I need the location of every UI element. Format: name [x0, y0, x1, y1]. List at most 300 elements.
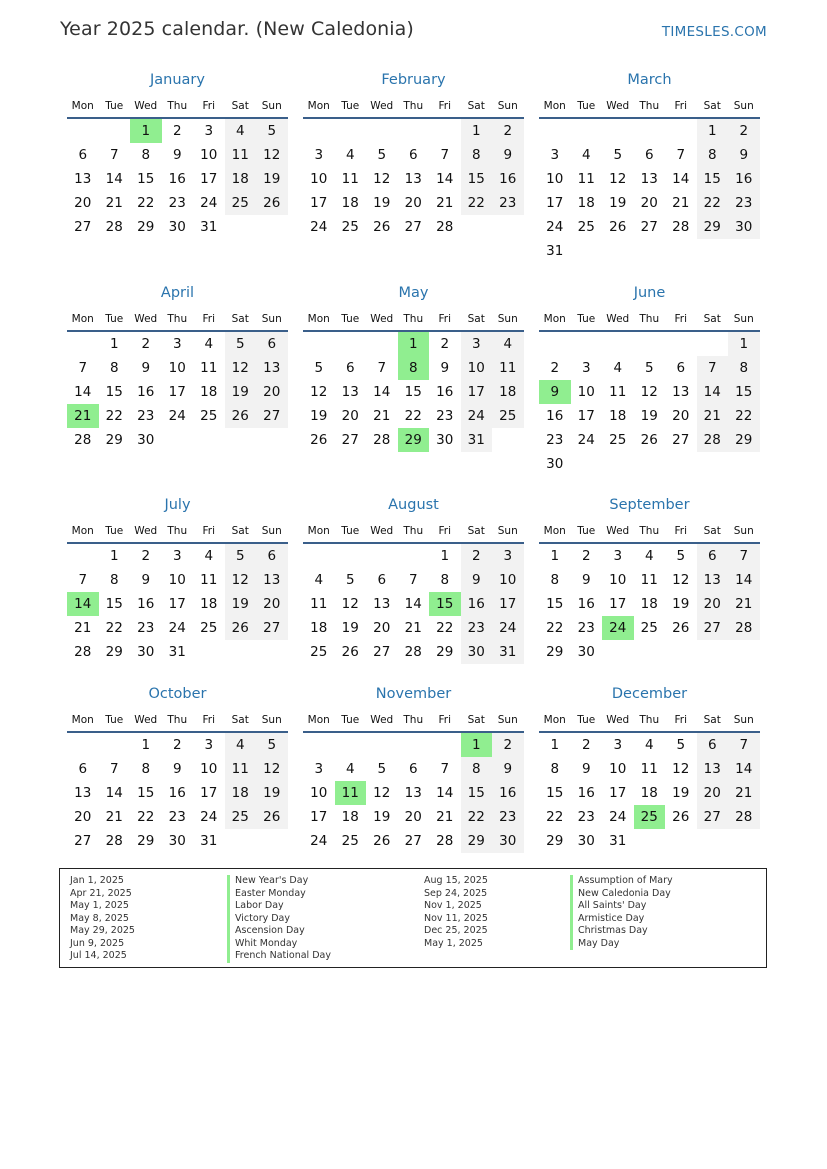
weekday-header: [67, 100, 288, 116]
day-cell: 2: [471, 548, 481, 564]
legend-date: May 1, 2025: [70, 900, 129, 911]
day-cell: 9: [581, 572, 591, 588]
day-cell: 11: [341, 171, 359, 187]
day-cell: 21: [404, 620, 422, 636]
day-cell: 27: [263, 620, 281, 636]
day-cell: 9: [172, 147, 182, 163]
day-cell: 19: [310, 408, 328, 424]
day-cell: 3: [471, 336, 481, 352]
weekday-label: Tue: [105, 313, 124, 325]
day-cell: 26: [263, 195, 281, 211]
day-cell: 24: [467, 408, 485, 424]
day-cell: 26: [672, 809, 690, 825]
weekday-label: Sat: [467, 100, 485, 112]
day-cell: 15: [546, 785, 564, 801]
weekday-label: Sun: [733, 714, 754, 726]
weekday-label: Tue: [105, 100, 124, 112]
day-cell: 22: [137, 809, 155, 825]
weekday-label: Sun: [733, 525, 754, 537]
day-cell: 16: [499, 171, 517, 187]
day-cell: 27: [74, 219, 92, 235]
day-cell: 19: [640, 408, 658, 424]
day-cell: 30: [137, 432, 155, 448]
day-cell: 31: [200, 219, 218, 235]
day-cell: 17: [609, 596, 627, 612]
day-cell: 29: [105, 644, 123, 660]
day-cell: 22: [137, 195, 155, 211]
day-cell: 2: [503, 123, 513, 139]
day-cell: 3: [314, 147, 324, 163]
day-cell: 3: [204, 737, 214, 753]
weekday-label: Mon: [307, 525, 330, 537]
weekday-header: [539, 313, 760, 329]
weekday-label: Mon: [71, 714, 94, 726]
day-cell: 3: [613, 737, 623, 753]
weekday-label: Sat: [703, 525, 721, 537]
weekday-label: Fri: [674, 714, 687, 726]
weekday-label: Sat: [231, 525, 249, 537]
day-cell: 16: [436, 384, 454, 400]
holiday-day-cell: 11: [335, 781, 367, 805]
day-cell: 17: [168, 596, 186, 612]
day-cell: 2: [172, 737, 182, 753]
day-cell: 6: [408, 761, 418, 777]
day-cell: 30: [499, 833, 517, 849]
weekday-label: Wed: [370, 714, 394, 726]
day-cell: 22: [703, 195, 721, 211]
day-cell: 27: [341, 432, 359, 448]
legend-holiday-name: All Saints' Day: [570, 900, 673, 913]
day-cell: 20: [74, 809, 92, 825]
weekday-label: Mon: [543, 525, 566, 537]
day-cell: 5: [235, 336, 245, 352]
weekday-label: Sun: [261, 714, 282, 726]
day-cell: 19: [263, 171, 281, 187]
day-cell: 16: [467, 596, 485, 612]
weekday-label: Wed: [370, 100, 394, 112]
day-cell: 19: [231, 384, 249, 400]
weekday-label: Wed: [134, 525, 158, 537]
day-cell: 6: [707, 737, 717, 753]
legend-date: Aug 15, 2025: [424, 875, 488, 886]
day-cell: 10: [168, 572, 186, 588]
weekday-label: Sun: [733, 313, 754, 325]
weekday-label: Thu: [167, 100, 188, 112]
day-cell: 4: [613, 360, 623, 376]
day-cell: 15: [105, 384, 123, 400]
month-name: November: [375, 686, 452, 702]
day-cell: 26: [231, 408, 249, 424]
day-cell: 4: [235, 123, 245, 139]
day-cell: 4: [235, 737, 245, 753]
day-cell: 26: [609, 219, 627, 235]
day-cell: 18: [200, 596, 218, 612]
day-cell: 25: [310, 644, 328, 660]
day-cell: 7: [739, 548, 749, 564]
day-cell: 3: [204, 123, 214, 139]
weekday-label: Wed: [134, 100, 158, 112]
day-cell: 2: [141, 336, 151, 352]
day-cell: 9: [503, 761, 513, 777]
day-cell: 31: [609, 833, 627, 849]
day-cell: 5: [377, 147, 387, 163]
weekday-label: Wed: [606, 313, 630, 325]
day-cell: 31: [546, 243, 564, 259]
day-cell: 10: [200, 761, 218, 777]
day-cell: 7: [408, 572, 418, 588]
day-cell: 14: [436, 171, 454, 187]
day-cell: 9: [141, 360, 151, 376]
day-cell: 26: [373, 833, 391, 849]
weekday-label: Mon: [543, 313, 566, 325]
day-cell: 8: [739, 360, 749, 376]
holiday-day-cell: 1: [130, 119, 162, 143]
day-cell: 14: [373, 384, 391, 400]
day-cell: 19: [231, 596, 249, 612]
holiday-legend: [59, 868, 767, 968]
day-cell: 16: [735, 171, 753, 187]
day-cell: 7: [377, 360, 387, 376]
weekday-header: [539, 100, 760, 116]
day-cell: 8: [109, 572, 119, 588]
day-cell: 1: [739, 336, 749, 352]
legend-date: Dec 25, 2025: [424, 925, 488, 936]
day-cell: 13: [703, 572, 721, 588]
day-cell: 20: [703, 785, 721, 801]
day-cell: 13: [672, 384, 690, 400]
day-cell: 21: [672, 195, 690, 211]
day-cell: 28: [436, 219, 454, 235]
weekday-label: Thu: [403, 313, 424, 325]
day-cell: 17: [310, 809, 328, 825]
day-cell: 24: [546, 219, 564, 235]
day-cell: 1: [471, 123, 481, 139]
legend-holiday-name: Labor Day: [227, 900, 331, 913]
legend-date: Nov 1, 2025: [424, 900, 482, 911]
day-cell: 24: [200, 809, 218, 825]
day-cell: 9: [581, 761, 591, 777]
day-cell: 16: [546, 408, 564, 424]
month-name: December: [611, 686, 688, 702]
day-cell: 26: [341, 644, 359, 660]
day-cell: 10: [200, 147, 218, 163]
day-cell: 13: [404, 785, 422, 801]
day-cell: 11: [200, 360, 218, 376]
month-name: July: [164, 497, 191, 513]
holiday-day-cell: 25: [634, 805, 666, 829]
weekday-label: Tue: [105, 714, 124, 726]
day-cell: 25: [640, 620, 658, 636]
day-cell: 15: [404, 384, 422, 400]
day-cell: 16: [168, 785, 186, 801]
day-cell: 16: [577, 596, 595, 612]
day-cell: 8: [550, 761, 560, 777]
day-cell: 5: [644, 360, 654, 376]
day-cell: 15: [467, 785, 485, 801]
month-name: August: [388, 497, 439, 513]
day-cell: 15: [703, 171, 721, 187]
day-cell: 9: [739, 147, 749, 163]
holiday-day-cell: 24: [602, 616, 634, 640]
day-cell: 5: [267, 123, 277, 139]
day-cell: 25: [231, 809, 249, 825]
day-cell: 14: [436, 785, 454, 801]
weekday-label: Wed: [606, 100, 630, 112]
day-cell: 5: [314, 360, 324, 376]
day-cell: 27: [404, 833, 422, 849]
weekday-label: Fri: [674, 100, 687, 112]
day-cell: 1: [141, 737, 151, 753]
weekday-header: [67, 525, 288, 541]
weekday-label: Sun: [497, 525, 518, 537]
day-cell: 3: [550, 147, 560, 163]
day-cell: 25: [341, 219, 359, 235]
weekday-label: Sun: [261, 100, 282, 112]
month-name: March: [627, 72, 672, 88]
weekday-label: Mon: [543, 714, 566, 726]
day-cell: 26: [672, 620, 690, 636]
day-cell: 22: [546, 809, 564, 825]
day-cell: 16: [137, 596, 155, 612]
weekday-label: Sat: [703, 313, 721, 325]
day-cell: 30: [168, 219, 186, 235]
day-cell: 17: [200, 171, 218, 187]
legend-date: Jun 9, 2025: [70, 937, 125, 949]
weekday-label: Thu: [167, 313, 188, 325]
day-cell: 6: [78, 147, 88, 163]
day-cell: 6: [707, 548, 717, 564]
day-cell: 12: [672, 572, 690, 588]
day-cell: 10: [609, 761, 627, 777]
day-cell: 23: [436, 408, 454, 424]
day-cell: 24: [499, 620, 517, 636]
day-cell: 20: [373, 620, 391, 636]
weekday-label: Tue: [577, 714, 596, 726]
day-cell: 23: [577, 809, 595, 825]
day-cell: 28: [105, 833, 123, 849]
day-cell: 2: [503, 737, 513, 753]
holiday-day-cell: 8: [398, 356, 430, 380]
day-cell: 7: [78, 360, 88, 376]
day-cell: 20: [640, 195, 658, 211]
page-title: Year 2025 calendar. (New Caledonia): [60, 18, 414, 40]
weekday-label: Sun: [261, 313, 282, 325]
day-cell: 2: [141, 548, 151, 564]
weekday-header: [303, 313, 524, 329]
day-cell: 22: [735, 408, 753, 424]
day-cell: 17: [609, 785, 627, 801]
holiday-day-cell: 14: [67, 592, 99, 616]
day-cell: 8: [550, 572, 560, 588]
legend-dates-col-1: [70, 875, 135, 963]
day-cell: 23: [499, 809, 517, 825]
weekday-label: Fri: [202, 714, 215, 726]
day-cell: 22: [105, 620, 123, 636]
day-cell: 20: [74, 195, 92, 211]
day-cell: 30: [577, 644, 595, 660]
day-cell: 7: [676, 147, 686, 163]
day-cell: 31: [467, 432, 485, 448]
day-cell: 17: [310, 195, 328, 211]
day-cell: 28: [436, 833, 454, 849]
day-cell: 14: [735, 572, 753, 588]
day-cell: 24: [310, 833, 328, 849]
day-cell: 23: [546, 432, 564, 448]
day-cell: 12: [231, 572, 249, 588]
day-cell: 20: [404, 809, 422, 825]
day-cell: 13: [640, 171, 658, 187]
day-cell: 27: [703, 809, 721, 825]
day-cell: 3: [581, 360, 591, 376]
day-cell: 7: [440, 761, 450, 777]
day-cell: 5: [267, 737, 277, 753]
day-cell: 1: [109, 548, 119, 564]
day-cell: 7: [109, 761, 119, 777]
day-cell: 12: [640, 384, 658, 400]
day-cell: 5: [676, 737, 686, 753]
day-cell: 23: [168, 195, 186, 211]
weekday-label: Tue: [341, 100, 360, 112]
holiday-day-cell: 21: [67, 404, 99, 428]
day-cell: 11: [231, 147, 249, 163]
day-cell: 17: [168, 384, 186, 400]
day-cell: 27: [640, 219, 658, 235]
day-cell: 18: [231, 171, 249, 187]
day-cell: 22: [404, 408, 422, 424]
holiday-day-cell: 1: [398, 332, 430, 356]
day-cell: 4: [503, 336, 513, 352]
day-cell: 13: [373, 596, 391, 612]
day-cell: 14: [74, 384, 92, 400]
weekday-label: Sun: [497, 100, 518, 112]
day-cell: 14: [703, 384, 721, 400]
day-cell: 5: [613, 147, 623, 163]
day-cell: 8: [707, 147, 717, 163]
day-cell: 21: [703, 408, 721, 424]
weekday-label: Thu: [167, 714, 188, 726]
day-cell: 13: [404, 171, 422, 187]
day-cell: 30: [168, 833, 186, 849]
day-cell: 6: [644, 147, 654, 163]
weekday-header: [303, 100, 524, 116]
day-cell: 3: [172, 548, 182, 564]
day-cell: 12: [263, 147, 281, 163]
day-cell: 6: [345, 360, 355, 376]
day-cell: 4: [204, 548, 214, 564]
day-cell: 11: [640, 761, 658, 777]
day-cell: 7: [440, 147, 450, 163]
legend-date: Jan 1, 2025: [70, 875, 124, 886]
day-cell: 25: [577, 219, 595, 235]
weekday-label: Fri: [438, 714, 451, 726]
weekday-label: Mon: [307, 714, 330, 726]
day-cell: 26: [373, 219, 391, 235]
day-cell: 21: [436, 195, 454, 211]
weekday-label: Tue: [105, 525, 124, 537]
month-name: June: [633, 285, 666, 301]
day-cell: 10: [467, 360, 485, 376]
day-cell: 6: [377, 572, 387, 588]
legend-date: May 8, 2025: [70, 912, 129, 924]
day-cell: 10: [577, 384, 595, 400]
day-cell: 10: [310, 171, 328, 187]
day-cell: 10: [499, 572, 517, 588]
month-name: October: [148, 686, 207, 702]
day-cell: 28: [735, 809, 753, 825]
day-cell: 26: [263, 809, 281, 825]
day-cell: 4: [581, 147, 591, 163]
day-cell: 23: [168, 809, 186, 825]
day-cell: 28: [703, 432, 721, 448]
day-cell: 30: [436, 432, 454, 448]
day-cell: 25: [231, 195, 249, 211]
legend-holiday-name: Armistice Day: [570, 913, 673, 926]
day-cell: 1: [707, 123, 717, 139]
weekday-label: Thu: [403, 100, 424, 112]
day-cell: 13: [341, 384, 359, 400]
weekday-label: Mon: [307, 313, 330, 325]
day-cell: 12: [310, 384, 328, 400]
legend-holiday-name: May Day: [570, 938, 673, 951]
day-cell: 4: [345, 761, 355, 777]
day-cell: 18: [341, 195, 359, 211]
day-cell: 7: [109, 147, 119, 163]
day-cell: 24: [168, 408, 186, 424]
day-cell: 16: [168, 171, 186, 187]
weekday-label: Tue: [341, 525, 360, 537]
day-cell: 15: [546, 596, 564, 612]
weekday-label: Thu: [403, 714, 424, 726]
day-cell: 10: [168, 360, 186, 376]
day-cell: 8: [471, 761, 481, 777]
day-cell: 31: [168, 644, 186, 660]
day-cell: 26: [310, 432, 328, 448]
day-cell: 8: [141, 761, 151, 777]
weekday-label: Sat: [231, 714, 249, 726]
weekday-label: Mon: [543, 100, 566, 112]
day-cell: 21: [436, 809, 454, 825]
weekday-label: Fri: [438, 525, 451, 537]
weekday-label: Fri: [438, 313, 451, 325]
brand-link[interactable]: TIMESLES.COM: [661, 24, 767, 40]
weekday-label: Sat: [231, 313, 249, 325]
day-cell: 9: [471, 572, 481, 588]
day-cell: 27: [404, 219, 422, 235]
weekday-label: Wed: [606, 525, 630, 537]
day-cell: 3: [314, 761, 324, 777]
day-cell: 25: [200, 620, 218, 636]
day-cell: 1: [109, 336, 119, 352]
day-cell: 29: [137, 219, 155, 235]
weekday-label: Fri: [674, 313, 687, 325]
day-cell: 19: [341, 620, 359, 636]
weekday-label: Wed: [134, 714, 158, 726]
day-cell: 28: [404, 644, 422, 660]
day-cell: 9: [141, 572, 151, 588]
day-cell: 17: [499, 596, 517, 612]
weekday-label: Mon: [71, 525, 94, 537]
day-cell: 27: [703, 620, 721, 636]
day-cell: 23: [499, 195, 517, 211]
day-cell: 29: [703, 219, 721, 235]
day-cell: 19: [373, 809, 391, 825]
day-cell: 23: [467, 620, 485, 636]
day-cell: 28: [74, 432, 92, 448]
day-cell: 31: [200, 833, 218, 849]
day-cell: 14: [105, 785, 123, 801]
day-cell: 12: [373, 785, 391, 801]
weekday-label: Wed: [606, 714, 630, 726]
